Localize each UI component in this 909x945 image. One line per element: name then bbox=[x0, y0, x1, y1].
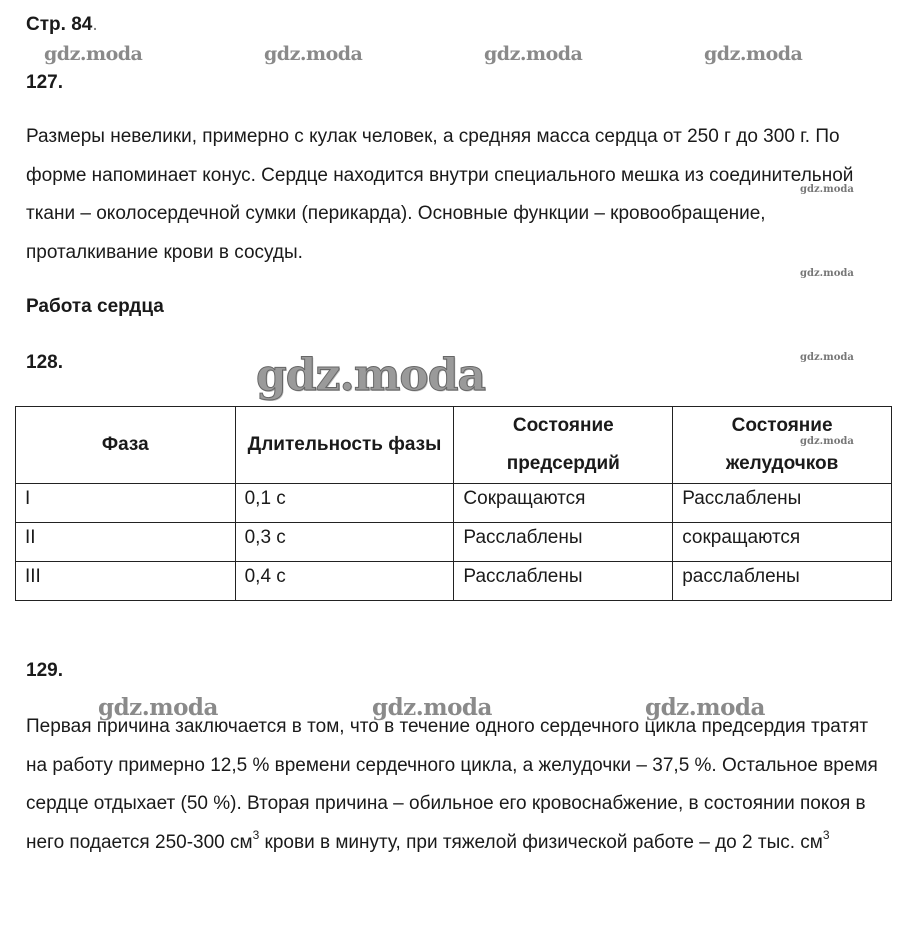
page-ref-dot: . bbox=[92, 14, 98, 35]
table-row bbox=[16, 484, 892, 523]
table-cell: Расслаблены bbox=[454, 523, 673, 562]
table-row bbox=[16, 523, 892, 562]
watermark: gdz.moda bbox=[372, 694, 492, 721]
table-cell: расслаблены bbox=[673, 562, 892, 601]
watermark: gdz.moda bbox=[800, 268, 854, 279]
watermark: gdz.moda bbox=[98, 694, 218, 721]
task-129-text-tail: крови в минуту, при тяжелой физической работе – до 2 тыс. см bbox=[259, 831, 823, 853]
watermark: gdz.moda bbox=[800, 352, 854, 363]
table-header-row bbox=[16, 407, 892, 484]
column-header: Длительность фазы bbox=[235, 407, 454, 484]
page-reference bbox=[26, 14, 98, 36]
task-129-text bbox=[26, 708, 888, 862]
table-cell: 0,3 с bbox=[235, 523, 454, 562]
table-cell: Расслаблены bbox=[454, 562, 673, 601]
page-number: Стр. 84 bbox=[26, 14, 93, 35]
watermark: gdz.moda bbox=[704, 43, 803, 65]
table-cell: III bbox=[16, 562, 236, 601]
column-header: Состояние желудочков bbox=[673, 407, 892, 484]
watermark: gdz.moda bbox=[800, 436, 854, 447]
table-cell: I bbox=[16, 484, 236, 523]
watermark: gdz.moda bbox=[264, 43, 363, 65]
phases-table bbox=[15, 406, 892, 601]
task-128-number: 128. bbox=[26, 352, 63, 373]
task-129-number: 129. bbox=[26, 660, 63, 681]
table-cell: Расслаблены bbox=[673, 484, 892, 523]
task-127-text: Размеры невелики, примерно с кулак человек, а средняя масса сердца от 250 г до 300 г. По форме напоминает конус. Сердце находится внутри специального мешка из соединительной ткани – околосердечной сумки (перикарда). Основные функции – кровообращение, проталкивание крови в сосуды. bbox=[26, 126, 854, 263]
table-row bbox=[16, 562, 892, 601]
table-cell: II bbox=[16, 523, 236, 562]
task-129-text-main: Первая причина заключается в том, что в течение одного сердечного цикла предсердия тратят на работу примерно 12,5 % времени сердечного цикла, а желудочки – 37,5 %. Остальное время сердце отдыхает (50 %). Вторая причина – обильное его кровоснабжение, в состоянии покоя в него подается 250-300 см bbox=[26, 716, 878, 853]
section-heading: Работа сердца bbox=[26, 296, 164, 317]
table-cell: сокращаются bbox=[673, 523, 892, 562]
superscript: 3 bbox=[252, 827, 260, 842]
table-cell: Сокращаются bbox=[454, 484, 673, 523]
watermark: gdz.moda bbox=[645, 694, 765, 721]
watermark: gdz.moda bbox=[484, 43, 583, 65]
column-header: Фаза bbox=[16, 407, 236, 484]
watermark-large: gdz.moda bbox=[256, 350, 486, 401]
task-127-number: 127. bbox=[26, 72, 63, 93]
superscript: 3 bbox=[822, 827, 830, 842]
table-cell: 0,1 с bbox=[235, 484, 454, 523]
watermark: gdz.moda bbox=[800, 184, 854, 195]
table-cell: 0,4 с bbox=[235, 562, 454, 601]
column-header: Состояние предсердий bbox=[454, 407, 673, 484]
watermark: gdz.moda bbox=[44, 43, 143, 65]
